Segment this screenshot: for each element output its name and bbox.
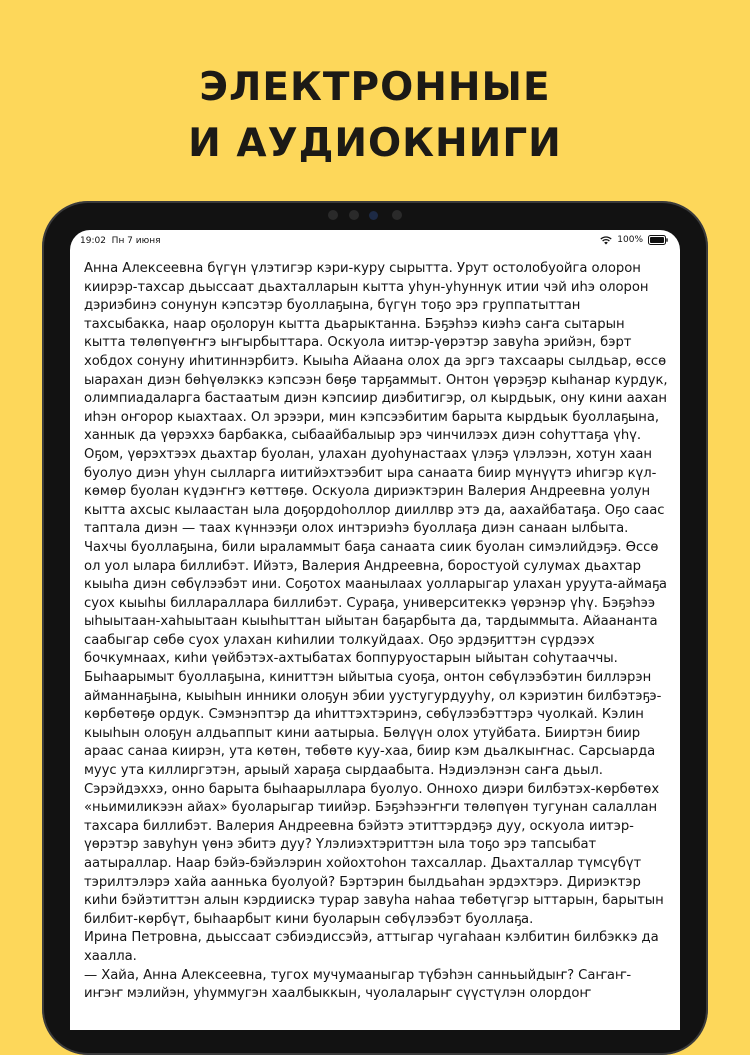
book-paragraph: Ирина Петровна, дьыссаат сэбиэдиссэйэ, аттыгар чугаһаан кэлбитин билбэккэ да хаалла. xyxy=(84,930,659,964)
status-time: 19:02 xyxy=(80,236,106,246)
status-indicators xyxy=(600,235,668,245)
sensor-icon xyxy=(349,210,359,220)
book-paragraph: Анна Алексеевна бүгүн үлэтигэр кэри-куру сырытта. Урут остолобуойга олорон киирэр-тахсар дьыссаат дьахталларын кытта уһун-уһуннук итии чэй иһэ олорон дэриэбинэ сонунун кэпсэтэр буоллаҕына, бүгүн тоҕо эрэ группатыттан тахсыбакка, наар оҕолорун кытта дьарыктанна. Бэҕэһээ киэһэ саҥа сытарын кытта төлөпүөҥҥэ ыҥырбыттара. Оскуола иитэр-үөрэтэр завуһа эрийэн, бэрт хобдох сонуну иһитиннэрбитэ. Кыыһа Айаана олох да эргэ тахсаары сылдьар, өссө ыарахан диэн бөһүөлэккэ кэпсээн бөҕө тарҕаммыт. Онтон үөрэҕэр кыһанар курдук, олимпиадаларга бастаатым диэн кэпсиир диэбитигэр, ол кырдьык, ону кини аахан иһэн оҥорор кыахтаах. Ол эрээри, мин кэпсээбитим барыта кырдьык буоллаҕына, ханнык да үөрэххэ барбакка, сыбаайбалыыр эрэ чинчилээх диэн соһуттаҕа үһү. Оҕом, үөрэхтээх дьахтар буолан, улахан дуоһунастаах үлэҕэ үлэлээн, хотун хаан буолуо диэн уһун сылларга иитийэхтээбит ыра санаата биир мүнүүтэ иһигэр күл-көмөр буолан күдэҥҥэ көттөҕө. Оскуола дириэктэрин Валерия Андреевна уолун кытта ахсыс кылаастан ыла доҕордоһоллор дииллвр этэ да, аахайбатаҕа. Оҕо саас таптала диэн — таах күннээҕи олох интэриэһэ буоллаҕа диэн санаан ылбыта. Чахчы буоллаҕына, били ыраламмыт баҕа санаата сиик буолан симэлийдэҕэ. Өссө ол уол ылара биллибэт. Ийэтэ, Валерия Андреевна, боростуой сулумах дьахтар кыыһа диэн сөбүлээбэт ини. Соҕотох маанылаах уолларыгар улахан уруута-аймаҕа суох кыыһы биллараллара биллибэт. Сураҕа, университеккэ үөрэнэр үһү. Бэҕэһээ ыһыытаан-хаһыытаан кыыһыттан ыйытан баҕарбыта да, тардыммыта. Айаананта саабыгар сөбө суох улахан киһилии толкуйдаах. Оҕо эрдэҕиттэн сүрдээх бочкумнаах, киһи үөйбэтэх-ахтыбатах боппуруостарын ыйытан соһутааччы. Быһаарымыт буоллаҕына, киниттэн ыйытыа суоҕа, онтон сөбүлээбэтин биллэрэн айманнаҕына, кыыһын инники олоҕун эбии уустугурдууһу, ол кэриэтин билбэтэҕэ-көрбөтөҕө ордук. Сэмэнэптэр да иһиттэхтэринэ, сөбүлээбэттэрэ чуолкай. Кэлин кыыһын олоҕун алдьаппыт кини аатырыа. Бөлүүн олох утуйбата. Бииртэн биир араас санаа киирэн, ута көтөн, төбөтө куу-хаа, биир кэм дьалкыҥнас. Сарсыарда муус ута киллиргэтэн, арыый хараҕа сырдаабыта. Нэдиэлэнэн саҥа дьыл. Сэрэйдэххэ, онно барыта быһаарыллара буолуо. Оннохо диэри билбэтэх-көрбөтөх «ньимиликээн айах» буоларыгар тиийэр. Бэҕэһээҥҥи төлөпүөн тугунан салаллан тахсара биллибэт. Валерия Андреевна бэйэтэ этиттэрдэҕэ дуу, оскуола иитэр-үөрэтэр завуһун үөнэ эбитэ дуу? Үлэлиэхтэриттэн ыла тоҕо эрэ тапсыбат аатыраллар. Наар бэйэ-бэйэлэрин хойохтоһон тахсаллар. Дьахталлар түмсүбүт тэрилтэлэрэ хайа ааннька буолуой? Бэртэрин былдьаһан эрдэхтэрэ. Дириэктэр киһи бэйэтиттэн алын кэрдиискэ турар завуһа наһаа төбөтүгэр ыттарын, барытын билбит-көрбүт, быһаарбыт кини буоларын сөбүлээбэт буоллаҕа. xyxy=(84,261,668,927)
book-paragraph: — Хайа, Анна Алексеевна, тугох мучумааныгар түбэһэн санньыйдыҥ? Саҥаҥ-иҥэҥ мэлийэн, уһуммугэн хаалбыккын, чуолаларыҥ сүүстүлэн олордоҥ xyxy=(84,967,632,1002)
headline-line-1: ЭЛЕКТРОННЫЕ xyxy=(199,65,551,110)
status-time-date xyxy=(80,236,161,246)
status-date: Пн 7 июня xyxy=(111,236,161,246)
battery-icon xyxy=(648,235,668,245)
sensor-icon xyxy=(328,210,338,220)
book-page-text xyxy=(84,260,669,1004)
sensor-icon xyxy=(392,210,402,220)
status-bar xyxy=(70,230,680,252)
tablet-screen xyxy=(70,230,680,1030)
headline-line-2: И АУДИОКНИГИ xyxy=(188,121,562,166)
front-camera-icon xyxy=(369,211,378,220)
battery-percent: 100% xyxy=(617,235,643,245)
wifi-icon xyxy=(600,236,612,245)
promo-headline xyxy=(0,60,750,172)
